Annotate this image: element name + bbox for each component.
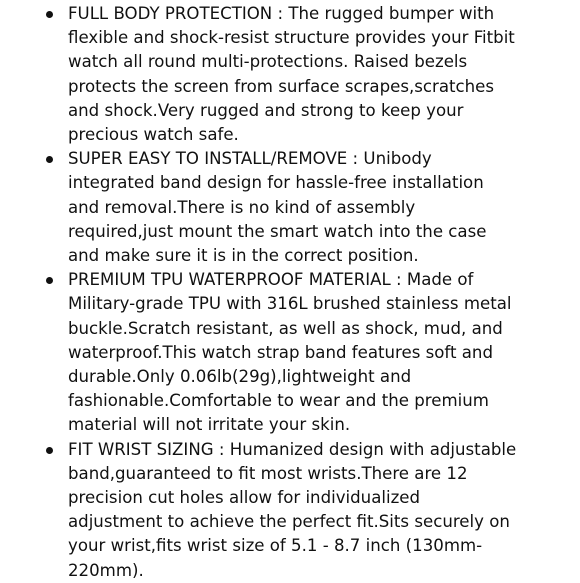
feature-item-easy-install bbox=[0, 147, 580, 268]
feature-text-line: fashionable.Comfortable to wear and the premium bbox=[68, 391, 489, 411]
bullet-dot-icon bbox=[46, 277, 53, 284]
feature-text-line: FULL BODY PROTECTION : The rugged bumper with bbox=[68, 4, 495, 23]
feature-item-full-body-protection bbox=[0, 2, 580, 147]
feature-text-line: precision cut holes allow for individualized bbox=[68, 488, 421, 508]
feature-text-line: watch all round multi-protections. Raised bezels bbox=[68, 52, 468, 72]
feature-text-line: flexible and shock-resist structure provides your Fitbit bbox=[68, 28, 515, 48]
feature-text-line: required,just mount the smart watch into the case bbox=[68, 221, 487, 241]
feature-bullet-list bbox=[0, 2, 580, 583]
feature-text-line: 220mm). bbox=[68, 560, 144, 580]
feature-text-line: SUPER EASY TO INSTALL/REMOVE : Unibody bbox=[68, 149, 432, 169]
feature-text-line: durable.Only 0.06lb(29g),lightweight and bbox=[68, 367, 412, 387]
feature-text-line: material will not irritate your skin. bbox=[68, 415, 351, 435]
feature-text-line: FIT WRIST SIZING : Humanized design with adjustable bbox=[68, 439, 517, 459]
feature-item-fit-wrist-sizing bbox=[0, 438, 580, 583]
bullet-dot-icon bbox=[46, 156, 53, 163]
feature-text-line: precious watch safe. bbox=[68, 125, 239, 145]
feature-text-line: and shock.Very rugged and strong to keep your bbox=[68, 100, 464, 120]
feature-text-line: waterproof.This watch strap band features soft and bbox=[68, 342, 493, 362]
feature-text-line: band,guaranteed to fit most wrists.There are 12 bbox=[68, 463, 468, 483]
feature-text-line: protects the screen from surface scrapes,scratches bbox=[68, 76, 495, 96]
feature-text-line: and make sure it is in the correct position. bbox=[68, 246, 419, 266]
feature-text-line: Military-grade TPU with 316L brushed stainless metal bbox=[68, 294, 512, 314]
feature-text-line: integrated band design for hassle-free installation bbox=[68, 173, 484, 193]
feature-item-premium-tpu bbox=[0, 268, 580, 437]
feature-text-line: adjustment to achieve the perfect fit.Sits securely on bbox=[68, 512, 510, 532]
bullet-dot-icon bbox=[46, 11, 53, 18]
feature-text-line: buckle.Scratch resistant, as well as shock, mud, and bbox=[68, 318, 503, 338]
bullet-dot-icon bbox=[46, 447, 53, 454]
feature-text-line: and removal.There is no kind of assembly bbox=[68, 197, 416, 217]
feature-text-line: PREMIUM TPU WATERPROOF MATERIAL : Made of bbox=[68, 270, 474, 290]
feature-text-line: your wrist,fits wrist size of 5.1 - 8.7 inch (130mm- bbox=[68, 536, 483, 556]
